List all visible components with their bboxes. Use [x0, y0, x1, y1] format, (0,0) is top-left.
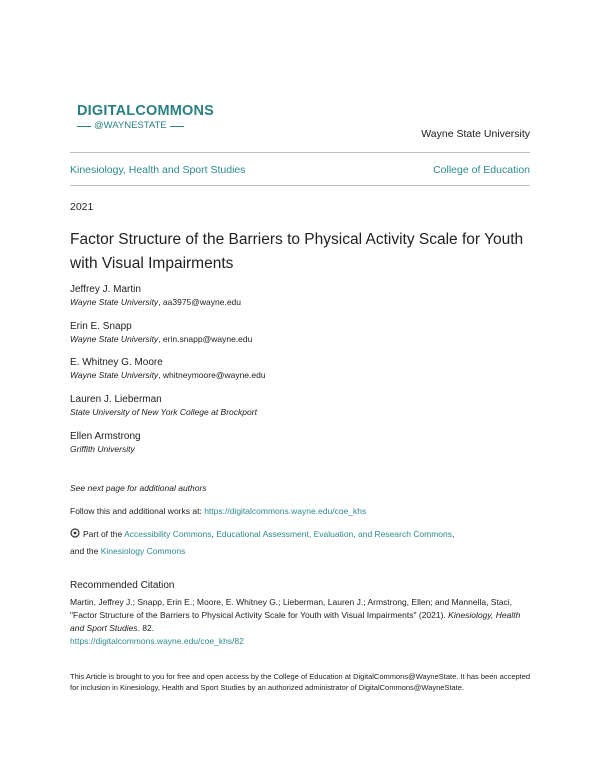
logo-subline — [77, 120, 217, 132]
citation-number: . 82. — [137, 623, 155, 633]
open-access-icon — [70, 528, 80, 538]
divider-top — [70, 152, 530, 153]
recommended-citation-heading: Recommended Citation — [70, 580, 175, 591]
logo-subtext: @WAYNESTATE — [94, 120, 167, 131]
collection-url-link[interactable]: https://digitalcommons.wayne.edu/coe_khs — [204, 506, 367, 516]
additional-authors-note: See next page for additional authors — [70, 483, 207, 493]
author-name: Jeffrey J. Martin — [70, 284, 141, 295]
author-email: , whitneymoore@wayne.edu — [158, 370, 266, 380]
author-affiliation — [70, 296, 241, 309]
author-affiliation — [70, 406, 257, 419]
author-name: Erin E. Snapp — [70, 321, 132, 332]
access-statement: This Article is brought to you for free and open access by the College of Education at DigitalCommons@WayneState. It has been accepted for inclusion in Kinesiology, Health and Sport Studies by an authorized administrator of DigitalCommons@WayneState. — [70, 672, 531, 692]
recommended-citation-text — [70, 596, 530, 648]
publication-year: 2021 — [70, 201, 94, 213]
author-entry — [70, 430, 141, 456]
affiliation-text: Griffith University — [70, 444, 135, 454]
author-affiliation — [70, 333, 252, 346]
citation-journal: Kinesiology, Health and Sport Studies — [70, 610, 521, 633]
part-of-prefix: Part of the — [83, 529, 125, 539]
divider-nav — [70, 185, 530, 186]
author-entry — [70, 283, 241, 309]
logo-rule-left — [77, 126, 91, 127]
follow-line — [70, 506, 366, 516]
author-affiliation — [70, 443, 141, 456]
part-of-and: and the — [70, 546, 101, 556]
logo-wordmark: DIGITALCOMMONS — [77, 103, 215, 119]
author-name: Ellen Armstrong — [70, 431, 141, 442]
logo-rule-right — [170, 126, 184, 127]
author-entry — [70, 320, 252, 346]
author-email: , erin.snapp@wayne.edu — [158, 334, 253, 344]
affiliation-text: Wayne State University — [70, 297, 159, 307]
college-link[interactable]: College of Education — [433, 164, 530, 176]
author-entry — [70, 356, 266, 382]
part-of-separator: , — [452, 529, 455, 539]
accessibility-commons-link[interactable]: Accessibility Commons — [124, 529, 212, 539]
department-link[interactable]: Kinesiology, Health and Sport Studies — [70, 164, 246, 176]
digitalcommons-logo — [77, 103, 217, 132]
author-email: , aa3975@wayne.edu — [158, 297, 242, 307]
affiliation-text: Wayne State University — [70, 370, 159, 380]
educational-assessment-commons-link[interactable]: Educational Assessment, Evaluation, and Research Commons — [216, 529, 453, 539]
part-of-separator: , — [211, 529, 217, 539]
university-name: Wayne State University — [421, 128, 530, 140]
part-of-section — [70, 526, 540, 560]
author-name: E. Whitney G. Moore — [70, 357, 163, 368]
affiliation-text: State University of New York College at Brockport — [70, 407, 257, 417]
affiliation-text: Wayne State University — [70, 334, 159, 344]
follow-prefix: Follow this and additional works at: — [70, 506, 205, 516]
citation-authors-title: Martin, Jeffrey J.; Snapp, Erin E.; Moore, E. Whitney G.; Lieberman, Lauren J.; Armstrong, Ellen; and Mannella, Staci, "Factor Structure of the Barriers to Physical Activity Scale for Youth with Visual Impairments" (2021). — [70, 597, 513, 620]
author-affiliation — [70, 369, 266, 382]
author-name: Lauren J. Lieberman — [70, 394, 162, 405]
article-title: Factor Structure of the Barriers to Physical Activity Scale for Youth with Visual Impairments — [70, 231, 524, 272]
author-entry — [70, 393, 257, 419]
citation-url-link[interactable]: https://digitalcommons.wayne.edu/coe_khs/82 — [70, 636, 244, 646]
kinesiology-commons-link[interactable]: Kinesiology Commons — [100, 546, 186, 556]
